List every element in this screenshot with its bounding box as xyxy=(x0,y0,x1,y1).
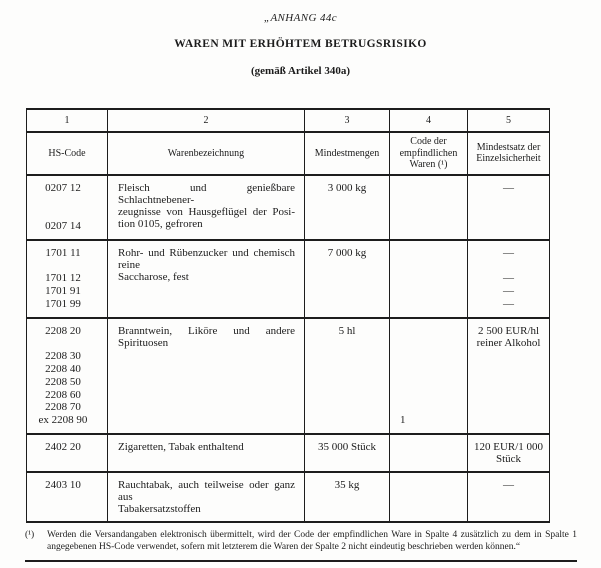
sensitive-code xyxy=(400,363,467,376)
hs-code-cell xyxy=(27,176,107,239)
sensitive-code xyxy=(400,247,467,260)
description-line: Saccharose, fest xyxy=(118,270,189,283)
sensitive-code xyxy=(400,298,467,311)
guarantee-cell xyxy=(467,435,549,471)
sensitive-code xyxy=(400,337,467,350)
hs-code: 2208 70 xyxy=(45,401,81,414)
goods-description-cell xyxy=(107,241,304,317)
hs-code: 2208 50 xyxy=(45,375,81,388)
guarantee-mark: — xyxy=(503,181,514,194)
guarantee-line: reiner Alkohol xyxy=(476,336,541,349)
hs-code: 2208 30 xyxy=(45,350,81,363)
guarantee-cell xyxy=(467,319,549,433)
column-number: 4 xyxy=(389,110,467,131)
hs-code: 2208 60 xyxy=(45,388,81,401)
table-body xyxy=(27,176,549,524)
description-line: Tabakersatzstoffen xyxy=(118,503,201,516)
guarantee-mark: — xyxy=(503,246,514,259)
guarantee-mark: — xyxy=(503,297,514,310)
min-quantity: 3 000 kg xyxy=(327,181,367,194)
sensitive-code: 1 xyxy=(400,414,406,427)
hs-code: 1701 12 xyxy=(45,272,81,285)
sensitive-code-cell xyxy=(389,473,467,521)
hs-code-cell xyxy=(27,473,107,521)
guarantee-mark: — xyxy=(503,272,514,285)
hs-code: 1701 91 xyxy=(45,285,81,298)
min-quantity: 5 hl xyxy=(338,324,356,337)
guarantee-mark xyxy=(468,194,549,207)
column-header: HS-Code xyxy=(48,147,86,159)
column-number: 2 xyxy=(107,110,304,131)
min-quantity-cell xyxy=(304,319,389,433)
min-quantity-cell xyxy=(304,435,389,471)
hs-code-cell xyxy=(27,435,107,471)
hs-code: 0207 14 xyxy=(45,219,81,232)
sensitive-code xyxy=(400,389,467,402)
sensitive-code-cell xyxy=(389,319,467,433)
goods-description-cell xyxy=(107,473,304,521)
goods-description-cell xyxy=(107,435,304,471)
guarantee-line: 120 EUR/1 000 xyxy=(473,441,544,454)
column-header: Mindestmengen xyxy=(304,133,389,174)
page-title: WAREN MIT ERHÖHTEM BETRUGSRISIKO xyxy=(174,38,427,50)
min-quantity-cell xyxy=(304,473,389,521)
sensitive-code xyxy=(400,259,467,272)
sensitive-code xyxy=(400,220,467,233)
column-number: 1 xyxy=(64,115,70,126)
sensitive-code-cell xyxy=(389,241,467,317)
footnote xyxy=(25,530,577,562)
guarantee-cell xyxy=(467,473,549,521)
hs-code: 2403 10 xyxy=(45,479,81,492)
column-header: Code der empfindlichen Waren (¹) xyxy=(389,133,467,174)
hs-code-cell xyxy=(27,241,107,317)
sensitive-code xyxy=(400,350,467,363)
sensitive-code xyxy=(400,376,467,389)
goods-table xyxy=(26,108,550,523)
footnote-text: Werden die Versandangaben elektronisch übermittelt, wird der Code der empfindlichen Ware in Spalte 4 zusätzlich zu dem in Spalte 1 angegebenen HS-Code verwendet, sofern mit letzterem die Waren der Spalte 2 nicht eindeutig beschrieben werden können.“ xyxy=(47,530,577,552)
sensitive-code xyxy=(400,441,467,454)
table-row xyxy=(27,319,549,435)
guarantee-mark xyxy=(468,207,549,220)
description-line: Fleisch und genießbare Schlachtnebener- xyxy=(118,181,295,206)
page-subtitle: (gemäß Artikel 340a) xyxy=(251,65,350,77)
sensitive-code xyxy=(400,182,467,195)
sensitive-code xyxy=(400,401,467,414)
table-row xyxy=(27,435,549,473)
guarantee-line: Stück xyxy=(495,453,522,466)
guarantee-mark xyxy=(468,259,549,272)
column-header: Mindestsatz der Einzelsicherheit xyxy=(467,133,549,174)
column-number-row xyxy=(27,110,549,133)
min-quantity-cell xyxy=(304,241,389,317)
hs-code: 1701 99 xyxy=(45,297,81,310)
guarantee-mark xyxy=(468,220,549,233)
sensitive-code xyxy=(400,479,467,492)
sensitive-code xyxy=(400,207,467,220)
hs-code: 1701 11 xyxy=(45,246,81,259)
description-line: zeugnisse von Hausgeflügel der Posi- xyxy=(118,205,295,218)
description-line: Rauchtabak, auch teilweise oder ganz aus xyxy=(118,479,295,504)
guarantee-mark: — xyxy=(503,285,514,298)
min-quantity: 35 kg xyxy=(334,479,360,492)
description-line: Branntwein, Liköre und andere Spirituosen xyxy=(118,324,295,349)
hs-code: 2208 20 xyxy=(45,324,81,337)
sensitive-code-cell xyxy=(389,176,467,239)
min-quantity-cell xyxy=(304,176,389,239)
hs-code: 0207 12 xyxy=(45,181,81,194)
column-number: 3 xyxy=(304,110,389,131)
goods-description-cell xyxy=(107,176,304,239)
guarantee-cell xyxy=(467,241,549,317)
sensitive-code xyxy=(400,272,467,285)
hs-code: ex 2208 90 xyxy=(38,414,88,427)
hs-code-cell xyxy=(27,319,107,433)
description-line: tion 0105, gefroren xyxy=(118,217,203,230)
hs-code: 2208 40 xyxy=(45,363,81,376)
annex-label: „ANHANG 44c xyxy=(263,12,338,24)
hs-code: 2402 20 xyxy=(45,441,81,454)
guarantee-mark: — xyxy=(503,479,514,492)
hs-code xyxy=(27,337,99,350)
goods-description-cell xyxy=(107,319,304,433)
sensitive-code xyxy=(400,325,467,338)
table-row xyxy=(27,176,549,241)
guarantee-cell xyxy=(467,176,549,239)
description-line: Zigaretten, Tabak enthaltend xyxy=(118,441,244,454)
min-quantity: 7 000 kg xyxy=(327,246,367,259)
sensitive-code-cell xyxy=(389,435,467,471)
column-header-row xyxy=(27,133,549,176)
hs-code xyxy=(27,259,99,272)
document-header xyxy=(0,0,601,77)
hs-code xyxy=(27,194,99,207)
description-line: Rohr- und Rübenzucker und chemisch reine xyxy=(118,246,295,271)
table-row xyxy=(27,241,549,319)
sensitive-code xyxy=(400,285,467,298)
column-number: 5 xyxy=(467,110,549,131)
min-quantity: 35 000 Stück xyxy=(317,441,377,454)
sensitive-code xyxy=(400,194,467,207)
footnote-marker: (¹) xyxy=(25,530,35,541)
guarantee-line: 2 500 EUR/hl xyxy=(477,324,540,337)
column-header: Warenbezeichnung xyxy=(107,133,304,174)
hs-code xyxy=(27,207,99,220)
table-row xyxy=(27,473,549,523)
